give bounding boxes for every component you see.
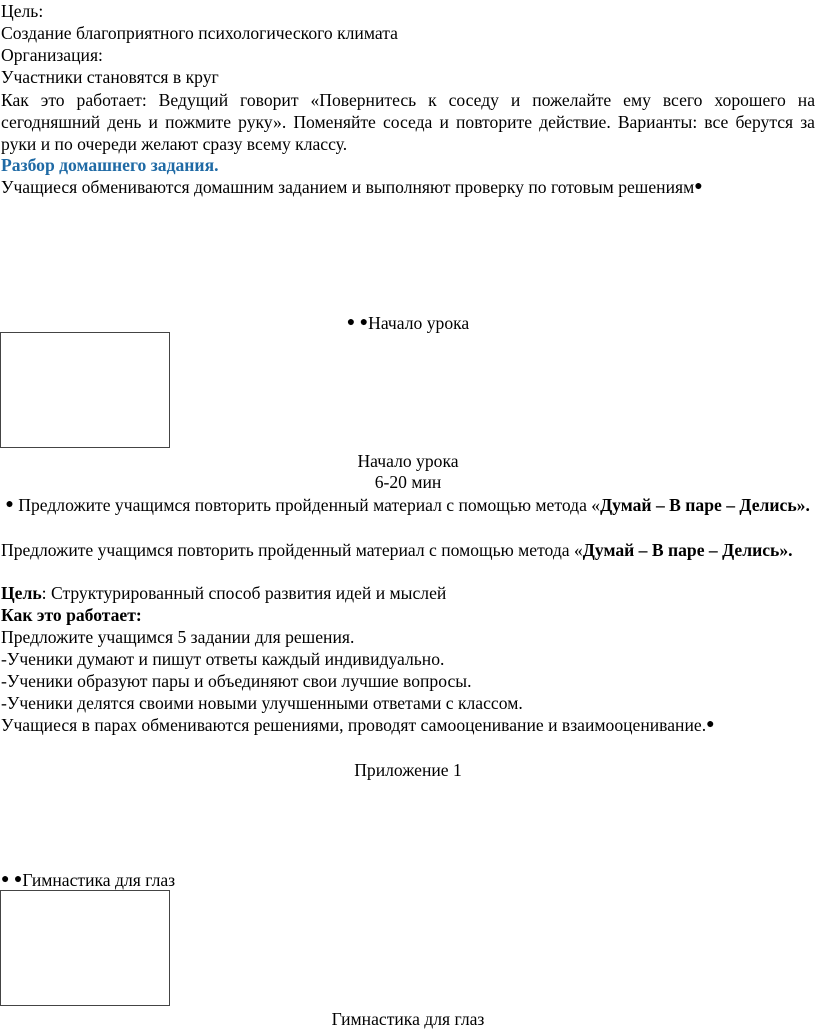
think-pair-paragraph [1,539,815,561]
bullet-icon: ● [706,717,715,732]
lesson-start-bullet-label: Начало урока [368,313,470,333]
think-pair-lead: Предложите учащимся повторить пройденный материал с помощью метода « [18,495,601,515]
step-item-summary [1,715,815,738]
step-item: -Ученики делятся своими новыми улучшенными ответами с классом. [1,693,523,713]
eye-gym-caption: Гимнастика для глаз [331,1009,485,1029]
step-item: -Ученики образуют пары и объединяют свои лучшие вопросы. [1,671,472,691]
step-item: Учащиеся в парах обмениваются решениями, проводят самооценивание и взаимооценивание. [1,715,707,735]
think-pair-goal-label: Цель [1,583,42,603]
organization-label: Организация: [1,45,103,65]
eye-gym-bullet-label: Гимнастика для глаз [22,870,176,890]
think-pair-goal-text: : Структурированный способ развития идей и мыслей [41,583,447,603]
method-name: Думай – В паре – Делись». [600,495,810,515]
bullet-icon: ● [346,315,356,330]
how-it-works-heading [1,605,815,626]
how-it-works-paragraph: Как это работает: Ведущий говорит «Повернитесь к соседу и пожелайте ему всего хорошего на сегодняшний день и пожмите руку». Поменяйте соседа и повторите действие. Варианты: все берутся за руки и по очереди желают сразу всему классу. [1,90,815,154]
homework-heading: Разбор домашнего задания. [1,155,219,175]
step-item: Предложите учащимся 5 задании для решения. [1,627,355,647]
organization-text: Участники становятся в круг [1,67,219,87]
bullet-icon: ● [13,872,23,887]
goal-text: Создание благоприятного психологического климата [1,23,398,43]
think-pair-lead: Предложите учащимся повторить пройденный материал с помощью метода « [1,540,583,560]
lesson-duration: 6-20 мин [374,472,442,492]
lesson-start-caption: Начало урока [357,451,459,471]
bullet-icon: ● [694,179,703,194]
how-it-works-label: Как это работает: [1,605,142,625]
homework-text-body: Учащиеся обмениваются домашним заданием и выполняют проверку по готовым решениям [1,177,695,197]
bullet-icon: ● [359,315,369,330]
goal-label: Цель: [1,1,44,21]
step-item: -Ученики думают и пишут ответы каждый индивидуально. [1,649,445,669]
think-pair-bullet-paragraph [1,494,815,519]
method-name: Думай – В паре – Делись». [582,540,793,560]
think-pair-goal [1,583,815,604]
homework-text [1,177,815,200]
bullet-icon: ● [1,872,10,887]
image-placeholder-frame [0,332,170,448]
bullet-icon: ● [5,497,14,512]
image-placeholder-frame [0,890,170,1006]
appendix-label: Приложение 1 [354,760,462,780]
